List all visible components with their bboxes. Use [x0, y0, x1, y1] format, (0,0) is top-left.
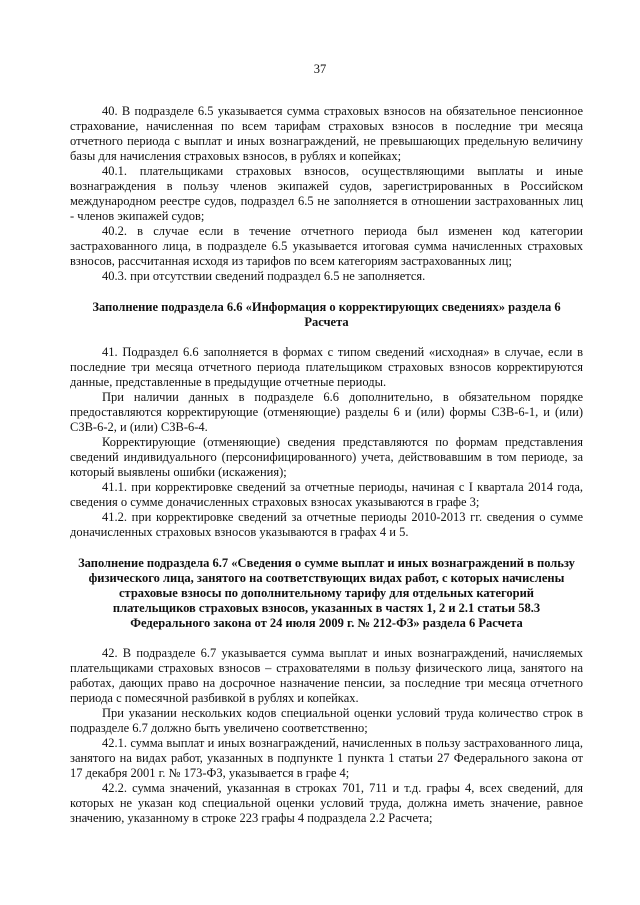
paragraph-41-corrective: Корректирующие (отменяющие) сведения представляются по формам представления сведений индивидуального (персонифицированного) учета, действовавшим в том периоде, за который выявлены ошибки (искажения); — [70, 435, 583, 479]
paragraph-40-3: 40.3. при отсутствии сведений подраздел 6.5 не заполняется. — [102, 269, 426, 283]
paragraph-41-2: 41.2. при корректировке сведений за отчетные периоды 2010-2013 гг. сведения о сумме доначисленных страховых взносов указываются в графах 4 и 5. — [70, 510, 583, 539]
paragraph-41-1: 41.1. при корректировке сведений за отчетные периоды, начиная с I квартала 2014 года, сведения о сумме доначисленных страховых взносах указываются в графе 3; — [70, 480, 583, 509]
paragraph-42-1: 42.1. сумма выплат и иных вознаграждений, начисленных в пользу застрахованного лица, занятого на видах работ, указанных в подпункте 1 пункта 1 статьи 27 Федерального закона от 17 декабря 2001 г. № 173-ФЗ, указывается в графе 4; — [70, 736, 583, 780]
section-heading-6-7: Заполнение подраздела 6.7 «Сведения о сумме выплат и иных вознаграждений в пользу физического лица, занятого на соответствующих видах работ, с которых начислены страховые взносы по дополнительному тарифу для отдельных категорий плательщиков страховых взносов, указанных в частях 1, 2 и 2.1 статьи 58.3 Федерального закона от 24 июля 2009 г. № 212-ФЗ» раздела 6 Расчета — [78, 556, 575, 630]
spacer — [70, 540, 583, 556]
paragraph-42-2: 42.2. сумма значений, указанная в строках 701, 711 и т.д. графы 4, всех сведений, для которых не указан код специальной оценки условий труда, должна иметь значение, равное значению, указанному в строке 223 графы 4 подраздела 2.2 Расчета; — [70, 781, 583, 825]
paragraph-42-codes: При указании нескольких кодов специальной оценки условий труда количество строк в подразделе 6.7 должно быть увеличено соответственно; — [70, 706, 583, 735]
paragraph-41: 41. Подраздел 6.6 заполняется в формах с типом сведений «исходная» в случае, если в последние три месяца отчетного периода плательщиком страховых взносов корректируются данные, представленные в предыдущие отчетные периоды. — [70, 345, 583, 389]
paragraph-40-2: 40.2. в случае если в течение отчетного периода был изменен код категории застрахованного лица, в подразделе 6.5 указывается итоговая сумма начисленных страховых взносов, рассчитанная исходя из тарифов по всем категориям застрахованных лиц; — [70, 224, 583, 268]
spacer — [70, 631, 583, 646]
paragraph-42: 42. В подразделе 6.7 указывается сумма выплат и иных вознаграждений, начисляемых плательщиками страховых взносов – страхователями в пользу физического лица, занятого на работах, дающих право на досрочное назначение пенсии, за последние три месяца отчетного периода с помесячной разбивкой в рублях и копейках. — [70, 646, 583, 705]
paragraph-40: 40. В подразделе 6.5 указывается сумма страховых взносов на обязательное пенсионное страхование, начисленная по всем тарифам страховых взносов в последние три месяца отчетного периода с выплат и иных вознаграждений, не превышающих предельную величину базы для начисления страховых взносов, в рублях и копейках; — [70, 104, 583, 163]
spacer — [70, 330, 583, 345]
paragraph-41-additional: При наличии данных в подразделе 6.6 дополнительно, в обязательном порядке предоставляются корректирующие (отменяющие) разделы 6 и (или) формы СЗВ-6-1, и (или) СЗВ-6-2, и (или) СЗВ-6-4. — [70, 390, 583, 434]
document-body — [70, 104, 583, 826]
section-heading-6-6: Заполнение подраздела 6.6 «Информация о корректирующих сведениях» раздела 6 Расчета — [92, 300, 561, 329]
page-number: 37 — [313, 62, 327, 76]
spacer — [70, 284, 583, 300]
paragraph-40-1: 40.1. плательщиками страховых взносов, осуществляющими выплаты и иные вознаграждения в пользу членов экипажей судов, зарегистрированных в Российском международном реестре судов, подраздел 6.5 не заполняется в отношении застрахованных лиц - членов экипажей судов; — [70, 164, 583, 223]
